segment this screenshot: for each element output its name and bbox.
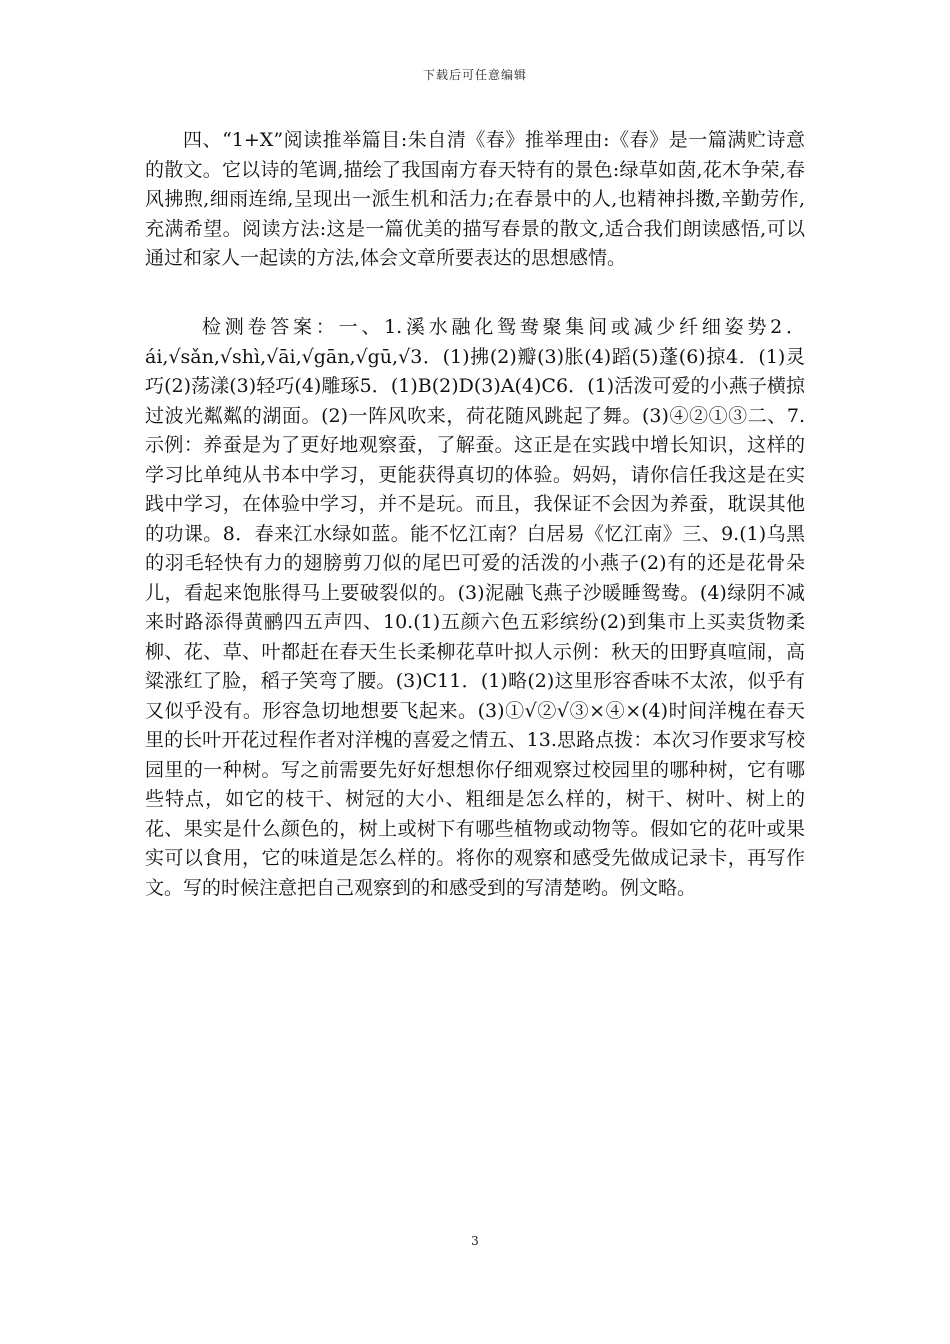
- paragraph-answer-key: 检测卷答案：一、1.溪水融化鸳鸯聚集间或减少纤细姿势2．ái,√sǎn,√shì,√āi,√gān,√gū,√3．(1)拂(2)瓣(3)胀(4)蹈(5)蓬(6)掠4．(1)灵巧(2)荡漾(3)轻巧(4)雕琢5．(1)B(2)D(3)A(4)C6．(1)活泼可爱的小燕子横掠过波光粼粼的湖面。(2)一阵风吹来，荷花随风跳起了舞。(3)④②①③二、7.示例：养蚕是为了更好地观察蚕，了解蚕。这正是在实践中增长知识，这样的学习比单纯从书本中学习，更能获得真切的体验。妈妈，请你信任我这是在实践中学习，在体验中学习，并不是玩。而且，我保证不会因为养蚕，耽误其他的功课。8．春来江水绿如蓝。能不忆江南？白居易《忆江南》三、9.(1)乌黑的羽毛轻快有力的翅膀剪刀似的尾巴可爱的活泼的小燕子(2)有的还是花骨朵儿，看起来饱胀得马上要破裂似的。(3)泥融飞燕子沙暖睡鸳鸯。(4)绿阴不减来时路添得黄鹂四五声四、10.(1)五颜六色五彩缤纷(2)到集市上买卖货物柔柳、花、草、叶都赶在春天生长柔柳花草叶拟人示例：秋天的田野真喧闹，高粱涨红了脸，稻子笑弯了腰。(3)C11．(1)略(2)这里形容香味不太浓，似乎有又似乎没有。形容急切地想要飞起来。(3)①√②√③×④×(4)时间洋槐在春天里的长叶开花过程作者对洋槐的喜爱之情五、13.思路点拨：本次习作要求写校园里的一种树。写之前需要先好好想想你仔细观察过校园里的哪种树，它有哪些特点，如它的枝干、树冠的大小、粗细是怎么样的，树干、树叶、树上的花、果实是什么颜色的，树上或树下有哪些植物或动物等。假如它的花叶或果实可以食用，它的味道是怎么样的。将你的观察和感受先做成记录卡，再写作文。写的时候注意把自己观察到的和感受到的写清楚哟。例文略。: [145, 316, 805, 899]
- paragraph-reading-recommendation: 四、“1+X”阅读推举篇目:朱自清《春》推举理由:《春》是一篇满贮诗意的散文。它以诗的笔调,描绘了我国南方春天特有的景色:绿草如茵,花木争荣,春风拂煦,细雨连绵,呈现出一派生机和活力;在春景中的人,也精神抖擞,辛勤劳作,充满希望。阅读方法:这是一篇优美的描写春景的散文,适合我们朗读感悟,可以通过和家人一起读的方法,体会文章所要表达的思想感情。: [145, 129, 805, 270]
- page-number: 3: [471, 1234, 479, 1248]
- page-header-note: 下载后可任意编辑: [422, 68, 527, 82]
